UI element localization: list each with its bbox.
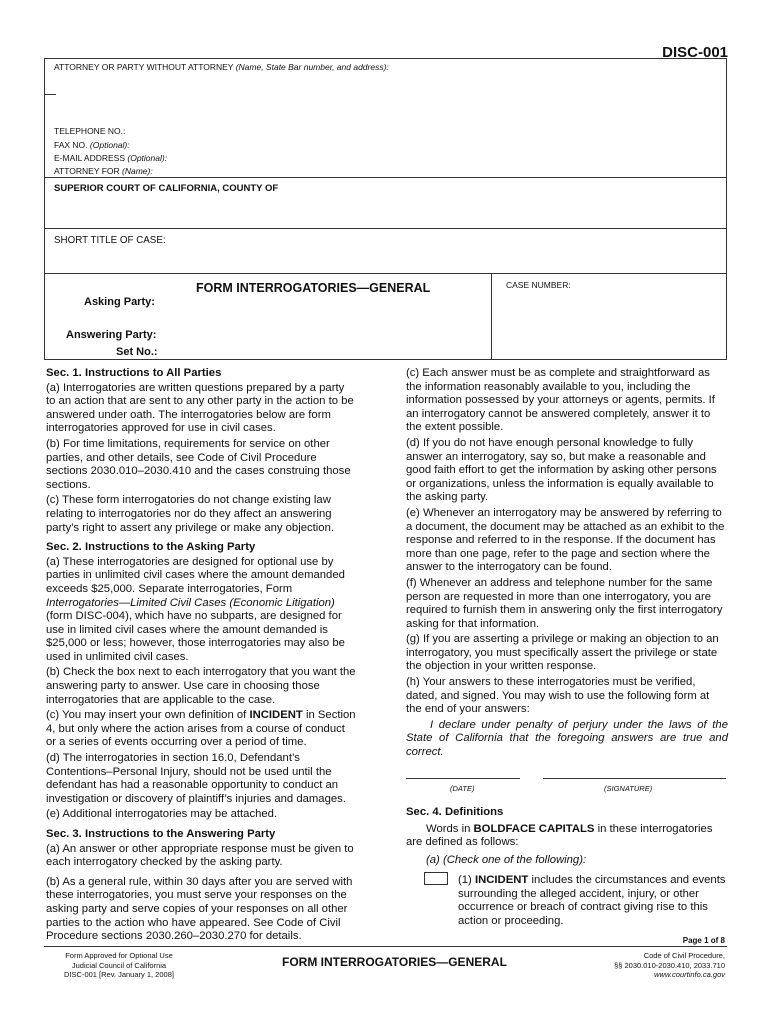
sec1-c: (c) These form interrogatories do not change existing law relating to interrogatories nor do they affect an answering party’s right to assert any privilege or make any objection.: [46, 494, 335, 534]
asking-party-label: Asking Party:: [84, 296, 155, 308]
caption-box: [44, 58, 727, 360]
form-title: FORM INTERROGATORIES—GENERAL: [196, 281, 431, 295]
sec2-b: (b) Check the box next to each interrogatory that you want the answering party to answer. Use care in choosing those interrogatories that are applicable to the case.: [46, 666, 356, 706]
date-label: (DATE): [450, 784, 475, 793]
sec1-title: Sec. 1. Instructions to All Parties: [46, 367, 222, 379]
sec1-b: (b) For time limitations, requirements for service on other parties, and other details, see Code of Civil Procedure sections 2030.010–2030.410 and the cases construing those sections.: [46, 437, 351, 491]
declaration: I declare under penalty of perjury under the laws of the State of California that the foregoing answers are true and correct.: [406, 718, 728, 759]
incident-definition: (1) INCIDENT includes the circumstances and events surrounding the alleged accident, injury, or other occurrence or breach of contract giving rise to this action or proceeding.: [458, 874, 726, 927]
sec3-b: (b) As a general rule, within 30 days after you are served with these interrogatories, you must serve your responses on the asking party and serve copies of your responses on all other parties to the action who have appeared. See Code of Civil Procedure sections 2030.260–2030.270 for details.: [46, 875, 353, 943]
fax-label: FAX NO. (Optional):: [54, 140, 130, 150]
attorney-label: ATTORNEY OR PARTY WITHOUT ATTORNEY (Name, State Bar number, and address):: [54, 62, 389, 72]
sec3-c: (c) Each answer must be as complete and straightforward as the information reasonably available to you, including the information possessed by your attorneys or agents, permits. If an interrogatory cannot be answered completely, answer it to the extent possible.: [406, 367, 715, 434]
case-number-label: CASE NUMBER:: [506, 280, 571, 290]
sec3-g: (g) If you are asserting a privilege or making an objection to an interrogatory, you must specifically assert the privilege or state the objection in your written response.: [406, 633, 719, 673]
signature-label: (SIGNATURE): [604, 784, 653, 793]
telephone-label: TELEPHONE NO.:: [54, 126, 126, 136]
sec4-a: (a) (Check one of the following):: [426, 853, 587, 866]
left-column: [46, 367, 356, 946]
sec2-title: Sec. 2. Instructions to the Asking Party: [46, 541, 256, 554]
sec2-c: (c) You may insert your own definition of INCIDENT in Section 4, but only where the action arises from a course of conduct or a series of events occurring over a period of time.: [46, 709, 356, 749]
sec3-h: (h) Your answers to these interrogatories must be verified, dated, and signed. You may wish to use the following form at the end of your answers:: [406, 676, 710, 716]
short-title-label: SHORT TITLE OF CASE:: [54, 235, 166, 246]
sec2-a: (a) These interrogatories are designed for optional use by parties in unlimited civil cases where the amount demanded exceeds $25,000. Separate interrogatories, Form Interrogatories—Limited Civil Cases (Economic Litigation) (form DISC-004), which have no subparts, are designed for use in limited civil cases where the amount demanded is $25,000 or less; however, those interrogatories may also be used in unlimited civil cases.: [46, 555, 345, 663]
attorney-for-label: ATTORNEY FOR (Name):: [54, 166, 153, 176]
sec3-f: (f) Whenever an address and telephone number for the same person are requested in more than one interrogatory, you are required to furnish them in answering only the first interrogatory asking for that information.: [406, 576, 723, 630]
sec4-block: [406, 806, 728, 869]
sec3-d: (d) If you do not have enough personal knowledge to fully answer an interrogatory, say so, but make a reasonable and good faith effort to get the information by asking other persons or organizations, unless the information is equally available to the asking party.: [406, 436, 717, 504]
sec2-e: (e) Additional interrogatories may be attached.: [46, 808, 278, 821]
answering-party-label: Answering Party:: [66, 329, 157, 341]
footer-approval: Form Approved for Optional Use Judicial Council of California DISC-001 [Rev. January 1, 2008]: [64, 951, 174, 979]
form-number: DISC-001: [662, 44, 728, 61]
footer-title: FORM INTERROGATORIES—GENERAL: [282, 955, 507, 969]
sec2-d: (d) The interrogatories in section 16.0, Defendant’s Contentions–Personal Injury, should not be used until the defendant has had a reasonable opportunity to conduct an investigation or discovery of plaintiff’s injuries and damages.: [46, 752, 346, 805]
attorney-input-mark[interactable]: [44, 94, 56, 95]
sec4-title: Sec. 4. Definitions: [406, 806, 504, 818]
footer-rule: [44, 946, 727, 947]
right-column: [406, 367, 728, 762]
sec3-title: Sec. 3. Instructions to the Answering Party: [46, 828, 276, 840]
page-number: Page 1 of 8: [682, 936, 725, 945]
incident-checkbox[interactable]: [424, 872, 448, 885]
divider-court: [44, 177, 727, 178]
sec4-intro: Words in BOLDFACE CAPITALS in these interrogatories are defined as follows:: [406, 822, 713, 849]
footer-code: Code of Civil Procedure, §§ 2030.010-2030.410, 2033.710 www.courtinfo.ca.gov: [614, 951, 725, 979]
divider-title: [44, 273, 727, 274]
sec3-e: (e) Whenever an interrogatory may be answered by referring to a document, the document may be attached as an exhibit to the response and referred to in the response. If the document has more than one page, refer to the page and section where the answer to the interrogatory can be found.: [406, 506, 725, 574]
date-line[interactable]: [406, 778, 520, 779]
case-number-divider: [491, 273, 492, 360]
sec3-a: (a) An answer or other appropriate response must be given to each interrogatory checked by the asking party.: [46, 842, 354, 869]
sec1-a: (a) Interrogatories are written questions prepared by a party to an action that are sent to any other party in the action to be answered under oath. The interrogatories below are form interrogatories approved for use in civil cases.: [46, 381, 354, 435]
divider-short-title: [44, 228, 727, 229]
email-label: E-MAIL ADDRESS (Optional):: [54, 153, 168, 163]
court-label: SUPERIOR COURT OF CALIFORNIA, COUNTY OF: [54, 183, 279, 194]
set-no-label: Set No.:: [116, 346, 158, 358]
signature-line[interactable]: [543, 778, 726, 779]
